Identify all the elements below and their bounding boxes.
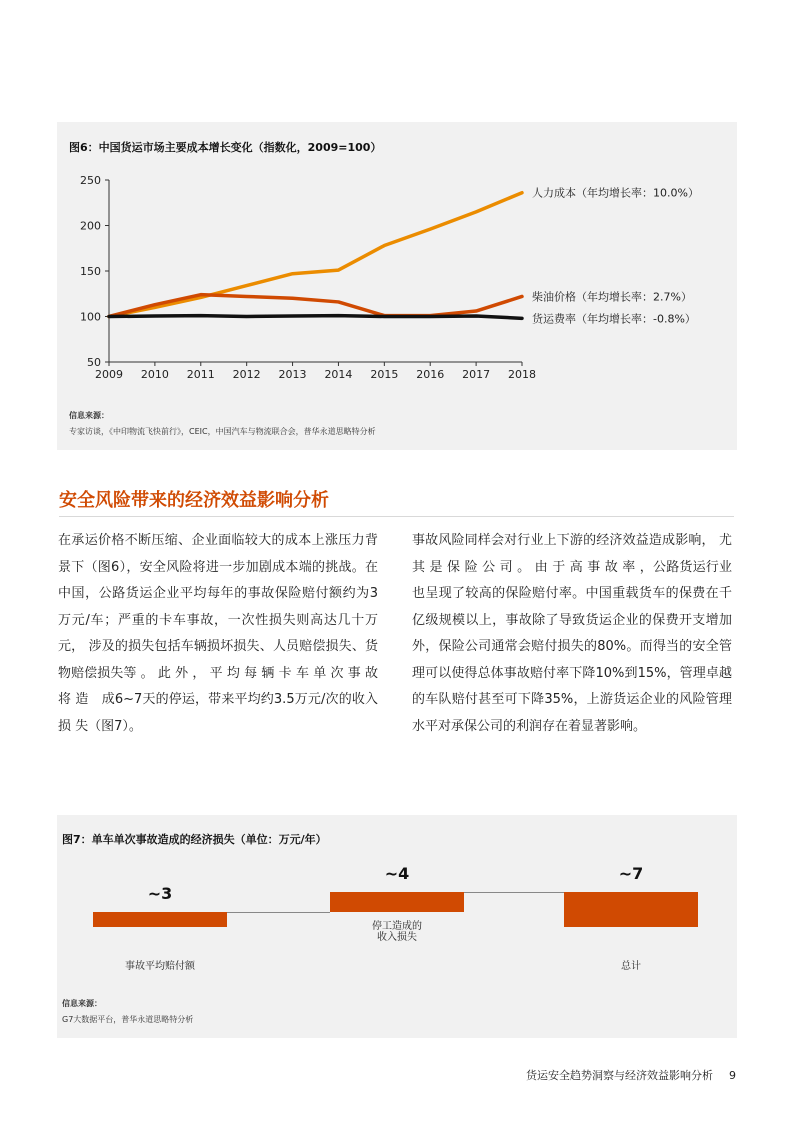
figure-7-title: 图7：单车单次事故造成的经济损失（单位：万元/年） <box>62 833 327 846</box>
y-tick-label: 100 <box>80 310 101 324</box>
waterfall-connector-1 <box>464 892 564 893</box>
y-tick-label: 200 <box>80 219 101 233</box>
body-paragraph-right: 事故风险同样会对行业上下游的经济效益造成影响， 尤 其 是 保 险 公 司 。 由 于 高 事 故 率 ，公路货运行业也呈现了较高的保险赔付率。中国重载货车的保费在千亿级规模以上，事故除了导致货运企业的保费开支增加外，保险公司通常会赔付损失的80%。而得当的安全管理可以使得总体事故赔付率下降10%到15%，管理卓越的车队赔付甚至可下降35%，上游货运企业的风险管理水平对承保公司的利润存在着显著影响。 <box>412 533 732 734</box>
page-number: 9 <box>729 1069 736 1082</box>
waterfall-category-line: 事故平均赔付额 <box>125 961 195 972</box>
waterfall-bar-1 <box>330 892 464 912</box>
body-column-right <box>412 528 732 740</box>
waterfall-value-label-0: ~3 <box>147 884 173 903</box>
waterfall-category-line: 收入损失 <box>377 932 417 943</box>
y-tick-label: 50 <box>87 356 101 369</box>
series-label-2: 货运费率（年均增长率：-0.8%） <box>532 312 696 326</box>
waterfall-category-label-0 <box>93 961 227 972</box>
figure-6-source-label: 信息来源： <box>69 411 109 420</box>
waterfall-category-line: 总计 <box>621 961 641 972</box>
x-tick-label: 2011 <box>186 368 215 381</box>
x-tick-label: 2012 <box>232 368 261 381</box>
footer-title: 货运安全趋势洞察与经济效益影响分析 <box>526 1069 713 1082</box>
series-line-0 <box>109 193 522 317</box>
x-tick-label: 2013 <box>278 368 307 381</box>
series-label-1: 柴油价格（年均增长率：2.7%） <box>532 290 692 304</box>
figure-6-panel <box>57 122 737 450</box>
waterfall-value-label-2: ~7 <box>618 864 644 883</box>
x-tick-label: 2018 <box>508 368 536 381</box>
x-tick-label: 2014 <box>324 368 353 381</box>
x-tick-label: 2017 <box>462 368 491 381</box>
series-label-0: 人力成本（年均增长率：10.0%） <box>532 186 699 200</box>
body-paragraph-left: 在承运价格不断压缩、企业面临较大的成本上涨压力背景下（图6），安全风险将进一步加剧成本端的挑战。在中国，公路货运企业平均每年的事故保险赔付额约为3万元/车；严重的卡车事故，一次性损失则高达几十万元， 涉及的损失包括车辆损坏损失、人员赔偿损失、货物赔偿损失等 。 此 外 ， 平 均 每 辆 卡 车 单 次 事 故 将 造 成6~7天的停运，带来平均约3.5万元/次的收入损 失（图7）。 <box>58 533 378 734</box>
body-column-left <box>58 528 378 740</box>
page-footer <box>526 1067 736 1083</box>
figure-6-source-text: 专家访谈，《中印物流飞快前行》，CEIC，中国汽车与物流联合会，普华永道思略特分析 <box>69 427 376 436</box>
waterfall-connector-0 <box>227 912 330 913</box>
x-tick-label: 2010 <box>140 368 169 381</box>
figure-7-waterfall-chart <box>57 815 737 985</box>
y-tick-label: 150 <box>80 265 101 278</box>
waterfall-bar-2 <box>564 892 698 927</box>
waterfall-category-label-1 <box>330 921 464 943</box>
waterfall-bar-0 <box>93 912 227 927</box>
figure-7-source-text: G7大数据平台，普华永道思略特分析 <box>62 1015 194 1024</box>
waterfall-category-label-2 <box>564 961 698 972</box>
figure-7-source-label: 信息来源： <box>62 999 102 1008</box>
y-tick-label: 250 <box>80 174 101 187</box>
x-tick-label: 2015 <box>370 368 399 381</box>
figure-6-line-chart <box>57 170 737 435</box>
x-tick-label: 2009 <box>95 368 123 381</box>
series-line-2 <box>109 316 522 319</box>
x-tick-label: 2016 <box>416 368 445 381</box>
section-title: 安全风险带来的经济效益影响分析 <box>59 490 329 511</box>
waterfall-category-line: 停工造成的 <box>372 921 422 932</box>
figure-6-title: 图6：中国货运市场主要成本增长变化（指数化，2009=100） <box>69 141 382 154</box>
figure-7-panel <box>57 815 737 1038</box>
waterfall-value-label-1: ~4 <box>384 864 410 883</box>
section-divider <box>59 516 734 517</box>
